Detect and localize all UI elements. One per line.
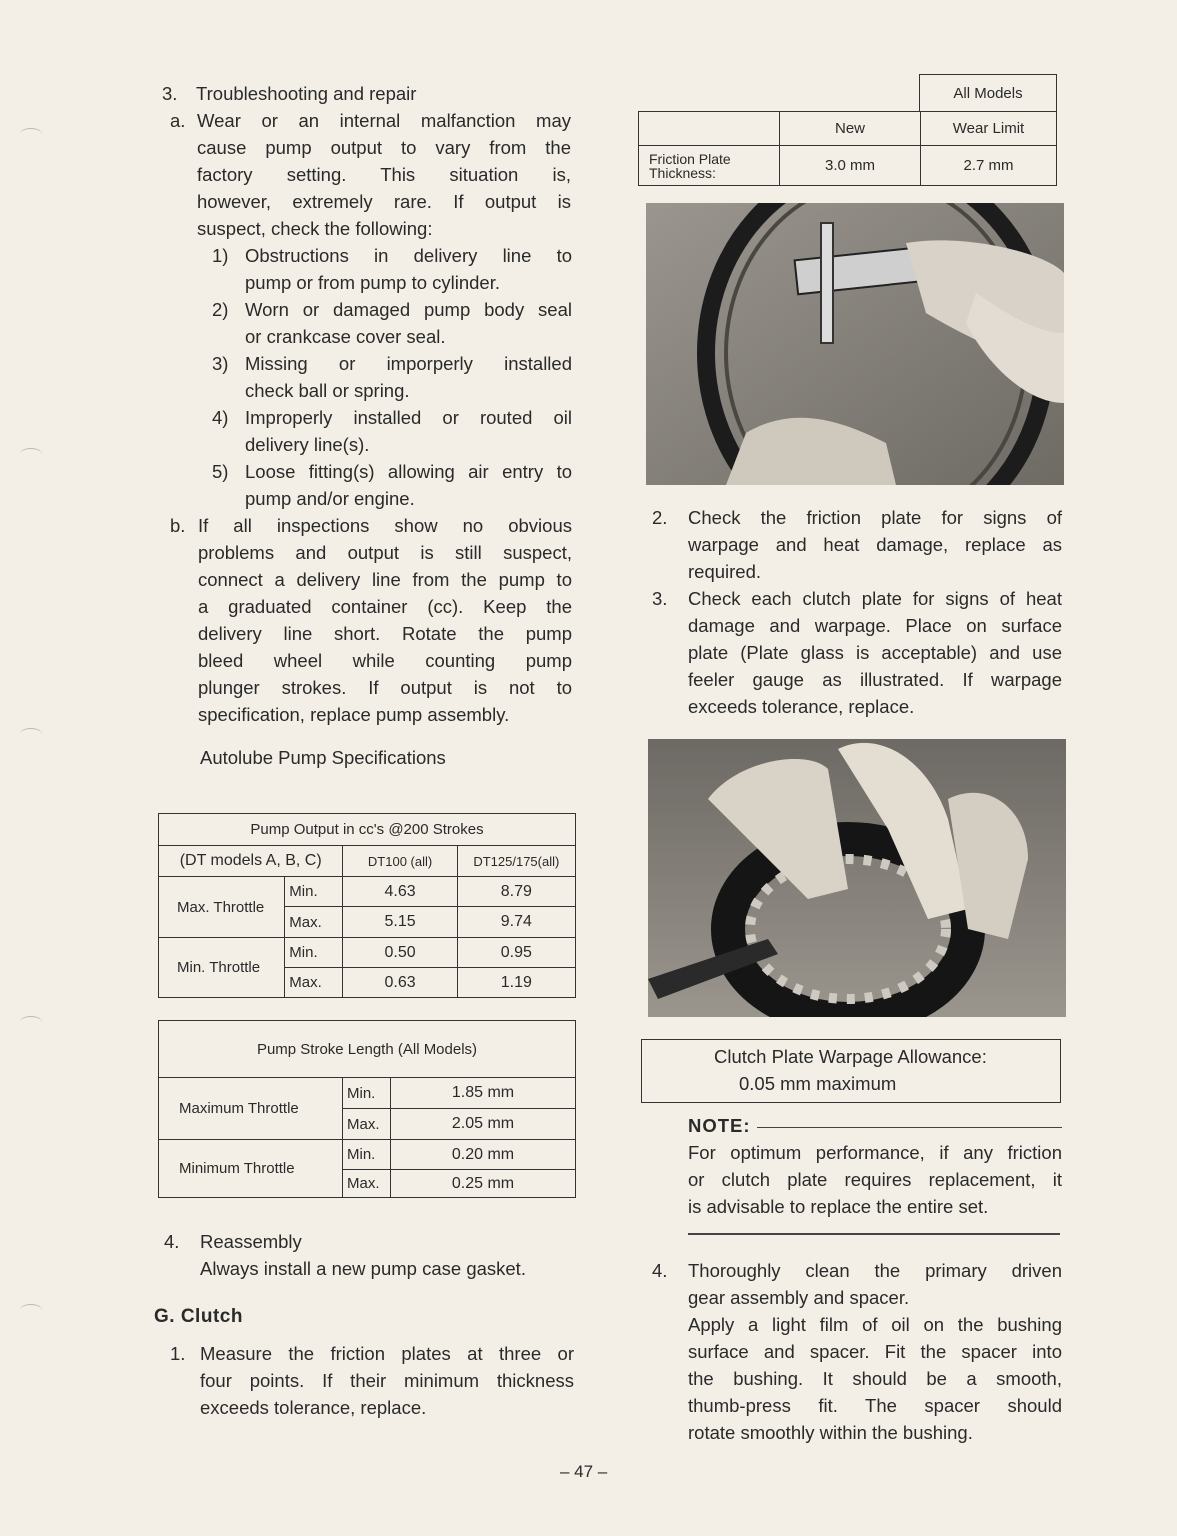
text-line: pump and/or engine. [245,488,415,509]
cell-value: 1.19 [457,968,575,998]
list-item-text [245,242,572,296]
list-item [212,296,572,350]
cell-value: 4.63 [343,877,457,907]
caliper-photo-image [646,203,1064,485]
list-item-number: 1) [212,245,229,266]
page-number: – 47 – [560,1462,608,1481]
text-line: warpage and heat damage, replace as [688,534,1062,555]
caliper-photo [646,203,1064,485]
list-item-text [245,404,572,458]
text-line: the bushing. It should be a smooth, [688,1368,1062,1389]
text-line: factory setting. This situation is, [197,164,571,185]
list-item [212,458,572,512]
paragraph-b-text [198,512,572,728]
text-line: damage and warpage. Place on surface [688,615,1062,636]
text-line: Missing or imporperly installed [245,353,572,374]
text-line: Worn or damaged pump body seal [245,299,572,320]
text-line: rotate smoothly within the bushing. [688,1422,973,1443]
text-line: Measure the friction plates at three or [200,1343,574,1364]
list-item [212,242,572,296]
text-line: however, extremely rare. If output is [197,191,571,212]
margin-mark [20,128,42,140]
text-line: is advisable to replace the entire set. [688,1196,989,1217]
item-label-b: b. [170,515,186,536]
feeler-gauge-photo [648,739,1066,1017]
warpage-allowance-box [641,1039,1061,1103]
row-sub: Min. [285,877,343,907]
spec-heading: Autolube Pump Specifications [200,747,446,768]
text-line: Loose fitting(s) allowing air entry to [245,461,572,482]
text-line: pump or from pump to cylinder. [245,272,500,293]
pump-output-table [158,813,576,998]
note-heading: NOTE: [688,1115,751,1136]
text-line: feeler gauge as illustrated. If warpage [688,669,1062,690]
text-line: Obstructions in delivery line to [245,245,572,266]
note [688,1112,1062,1220]
text-line: exceeds tolerance, replace. [688,696,915,717]
all-models-header: All Models [919,74,1057,112]
text-line: suspect, check the following: [197,218,433,239]
section-g-heading: G. Clutch [154,1306,243,1327]
margin-mark [20,448,42,460]
cell-value: 8.79 [457,877,575,907]
col-header-new: New [780,112,921,146]
text-line: or clutch plate requires replacement, it [688,1169,1062,1190]
text-line: If all inspections show no obvious [198,515,572,536]
list-item-number: 2) [212,299,229,320]
cell-value: 0.20 mm [391,1140,576,1170]
col-header-wear-limit: Wear Limit [921,112,1057,146]
text-line: Thoroughly clean the primary driven [688,1260,1062,1281]
text-line: surface and spacer. Fit the spacer into [688,1341,1062,1362]
text-line: Apply a light film of oil on the bushing [688,1314,1062,1335]
note-bottom-rule [688,1233,1060,1235]
cell-value: 2.7 mm [921,146,1057,186]
list-item-number: 5) [212,461,229,482]
cell-value: 0.50 [343,938,457,968]
checklist [212,242,572,512]
text-line: plate (Plate glass is acceptable) and use [688,642,1062,663]
text-line: gear assembly and spacer. [688,1287,910,1308]
text-line: For optimum performance, if any friction [688,1142,1062,1163]
row-sub: Max. [343,1170,391,1198]
list-item-number: 4) [212,407,229,428]
row-sub: Max. [285,968,343,998]
row-group: Maximum Throttle [159,1078,343,1140]
col-header-dt125: DT125/175(all) [457,846,575,877]
section-3-heading: 3. Troubleshooting and repair [162,83,417,104]
text-line: exceeds tolerance, replace. [200,1397,427,1418]
row-sub: Min. [343,1140,391,1170]
cell-value: 0.95 [457,938,575,968]
feeler-gauge-photo-image [648,739,1066,1017]
row-sub: Max. [343,1109,391,1140]
list-item-number: 3) [212,353,229,374]
cell-value: 9.74 [457,907,575,938]
text-line: bleed wheel while counting pump [198,650,572,671]
cell-value: 0.25 mm [391,1170,576,1198]
row-sub: Min. [285,938,343,968]
text-line: check ball or spring. [245,380,410,401]
row-group: Minimum Throttle [159,1140,343,1198]
table-models: (DT models A, B, C) [159,846,343,877]
friction-plate-table [638,111,1057,186]
text-line: Wear or an internal malfanction may [197,110,571,131]
text-line: thumb-press fit. The spacer should [688,1395,1062,1416]
text-line: required. [688,561,762,582]
cell-value: 1.85 mm [391,1078,576,1109]
item-label-a: a. [170,110,186,131]
col-header-dt100: DT100 (all) [343,846,457,877]
note-text [688,1139,1062,1220]
pump-stroke-table [158,1020,576,1198]
text-line: plunger strokes. If output is not to [198,677,572,698]
text-line: connect a delivery line from the pump to [198,569,572,590]
list-item [212,404,572,458]
margin-mark [20,728,42,740]
list-item-text [245,296,572,350]
row-sub: Max. [285,907,343,938]
text-line: or crankcase cover seal. [245,326,446,347]
text-line: specification, replace pump assembly. [198,704,510,725]
text-line: cause pump output to vary from the [197,137,571,158]
table-title: Pump Output in cc's @200 Strokes [159,814,576,846]
margin-mark [20,1304,42,1316]
text-line: four points. If their minimum thickness [200,1370,574,1391]
manual-page: 3. Troubleshooting and repair a. Wear or an internal malfanction may cause pump output to vary from the factory setting. This situation is, however, extremely rare. If output is suspect, check the following: 1) Obstructions in delivery line to pump or from pump to cylinder. 2) Worn or damaged pump body seal or crankcase cover seal. 3) Missing or imporperly installed check ball or spring. 4) Improperly installed or routed oil delivery line(s). 5) Loose fitting(s) allowing air entry to pump and/or engine. b. If all inspections show no obvious problems and output is still suspect, connect a delivery line from the pump to a graduated container (cc). Keep the delivery line short. Rotate the pump bleed wheel while counting pump plunger strokes. If output is not to specification, replace pump assembly. Autolube Pump Specifications Pump Output in cc's @200 Strokes (DT models A, B, C) DT100 (all) DT125/175(all) Max. Throttle Min. 4.63 8.79 Max. 5.15 9.74 Min. Throttle Min. 0.50 0.95 Max. 0.63 1.19 Pump Stroke Length (All Models) Maximum Throttle Min. 1.85 mm Max. 2.05 mm Minimum Throttle Min. 0.20 mm Max. 0.25 mm 4. Reassembly Always install a new pump case gasket. G. Clutch 1. Measure the friction plates at three or four points. If their minimum thickness exceeds tolerance, replace. All Models New Wear Limit Friction Plate Thickness: 3.0 mm 2.7 mm 2. Check the friction plate for signs of warpage and heat damage, replace as required. 3. Check each clutch plate for signs of heat damage and warpage. Place on surface plate (Plate glass is acceptable) and use feeler gauge as illustrated. If warpage exceeds tolerance, replace. Clutch Plate Warpage Allowance: 0.05 mm maximum NOTE: For optimum performance, if any friction or clutch plate requires replacement, it is advisable to replace the entire set. 4. Thoroughly clean the primary driven gear assembly and spacer. Apply a light film of oil on the bushing surface and spacer. Fit the spacer into the bushing. It should be a smooth, thumb-press fit. The spacer should rotate smoothly within the bushing. – 47 – [0,0,1177,1536]
row-sub: Min. [343,1078,391,1109]
list-item-text [245,458,572,512]
cell-value: 2.05 mm [391,1109,576,1140]
row-group: Min. Throttle [159,938,285,998]
cell-value: 3.0 mm [780,146,921,186]
note-rule [757,1127,1062,1129]
paragraph-a-text [197,107,571,242]
text-line: problems and output is still suspect, [198,542,572,563]
row-group: Max. Throttle [159,877,285,938]
margin-mark [20,1016,42,1028]
list-item [212,350,572,404]
warpage-label: Clutch Plate Warpage Allowance: [714,1046,987,1067]
text-line: Check each clutch plate for signs of heat [688,588,1062,609]
row-label: Friction Plate Thickness: [639,146,780,186]
warpage-value: 0.05 mm maximum [739,1073,897,1094]
table-title: Pump Stroke Length (All Models) [159,1021,576,1078]
text-line: Check the friction plate for signs of [688,507,1062,528]
text-line: delivery line(s). [245,434,370,455]
cell-value: 0.63 [343,968,457,998]
text-line: a graduated container (cc). Keep the [198,596,572,617]
cell-value: 5.15 [343,907,457,938]
list-item-text [245,350,572,404]
section-4: 4. Reassembly Always install a new pump case gasket. [164,1231,526,1279]
text-line: Improperly installed or routed oil [245,407,572,428]
text-line: delivery line short. Rotate the pump [198,623,572,644]
